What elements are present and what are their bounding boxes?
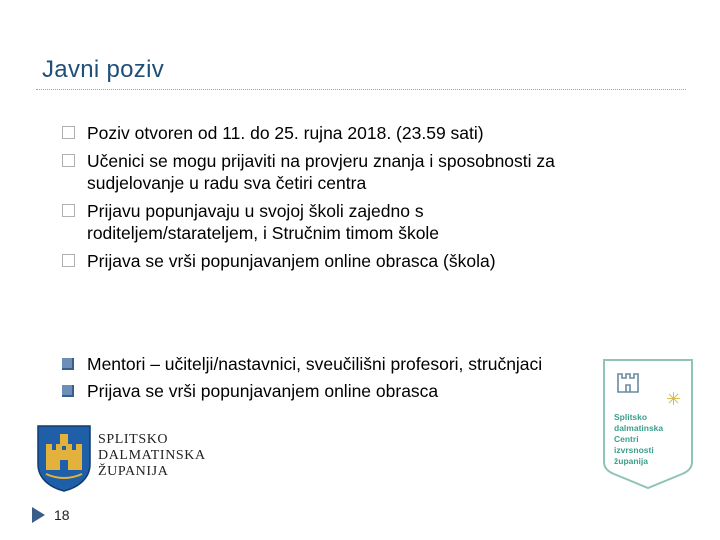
checkbox-bullet-icon [62,204,75,217]
list-item: Prijavu popunjavaju u svojoj školi zajedno s roditeljem/starateljem, i Stručnim timom škole [62,200,662,245]
checkbox-bullet-icon [62,126,75,139]
list-item: Poziv otvoren od 11. do 25. rujna 2018. (23.59 sati) [62,122,662,145]
title-divider [36,89,686,90]
checkbox-bullet-icon [62,254,75,267]
q-bullet-icon [62,358,74,370]
list-item: Učenici se mogu prijaviti na provjeru znanja i sposobnosti za sudjelovanje u radu sva četiri centra [62,150,662,195]
q-bullet-icon [62,385,74,397]
list-item: Prijava se vrši popunjavanjem online obrasca (škola) [62,250,662,273]
page-number: 18 [54,507,70,523]
county-coat-of-arms-icon [36,424,92,492]
badge-star-icon: ✳ [666,389,682,409]
slide-title: Javni poziv [42,56,165,83]
primary-bullet-list [62,122,662,277]
pager-arrow-icon [30,506,48,524]
badge-text: Splitsko dalmatinska Centri izvrsnosti županija [614,412,664,466]
checkbox-bullet-icon [62,154,75,167]
list-item: Mentori – učitelji/nastavnici, sveučilišni profesori, stručnjaci [62,353,622,376]
county-logo-text: SPLITSKO DALMATINSKA ŽUPANIJA [98,432,206,479]
list-item: Prijava se vrši popunjavanjem online obrasca [62,380,622,403]
secondary-bullet-list [62,353,622,406]
